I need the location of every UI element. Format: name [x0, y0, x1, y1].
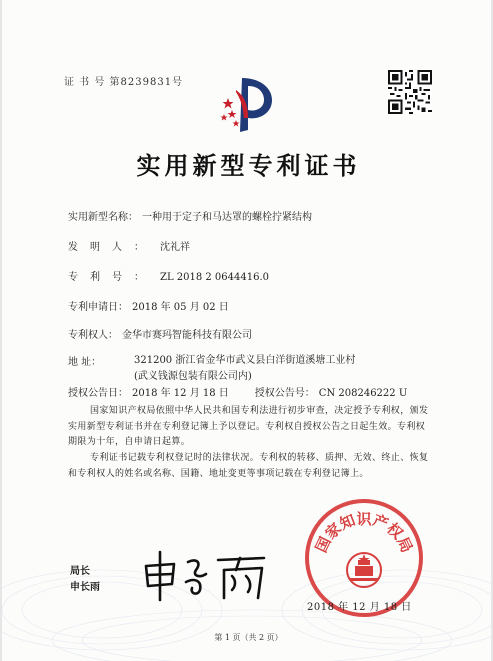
patent-owner-row	[68, 326, 252, 341]
certificate-title: 实用新型专利证书	[136, 151, 361, 180]
svg-text:国家知识产权局	[312, 510, 416, 555]
name-value: 一种用于定子和马达罩的螺栓拧紧结构	[142, 212, 312, 223]
seal-text: 国家知识产权局	[311, 510, 417, 556]
inventor-label: 发明人：	[68, 242, 156, 253]
pub-number-value: CN 208246222 U	[318, 388, 408, 399]
name-label: 实用新型名称：	[68, 212, 138, 223]
pub-number-label: 授权公告号：	[254, 388, 315, 399]
seal-date: 2018 年 12 月 18 日	[307, 602, 412, 613]
inventor-row	[68, 238, 190, 253]
patent-number-label: 专利号：	[68, 272, 156, 283]
page-footer: 第 1 页（共 2 页）	[214, 633, 283, 642]
address-row	[68, 353, 364, 385]
owner-label: 专利权人：	[68, 330, 118, 341]
address-label: 地 址：	[68, 357, 102, 368]
filing-date-value: 2018 年 05 月 02 日	[132, 302, 229, 313]
utility-model-name-row	[68, 208, 312, 223]
address-value: 321200 浙江省金华市武义县白洋街道溪塘工业村(武义钱源包装有限公司内)	[134, 355, 356, 382]
grant-statement-paragraph: 国家知识产权局依照中华人民共和国专利法进行初步审查，决定授予专利权，颁发实用新型专利证书并在专利登记簿上予以登记。专利权自授权公告之日起生效。专利权期限为十年，自申请日起算。	[68, 406, 429, 447]
patent-office-logo	[218, 70, 284, 136]
patent-number-row	[68, 268, 269, 283]
legal-status-paragraph: 专利证书记载专利权登记时的法律状况。专利权的转移、质押、无效、终止、恢复和专利权人的姓名或名称、国籍、地址变更等事项记载在专利登记簿上。	[68, 453, 429, 479]
grant-date-label: 授权公告日：	[68, 388, 128, 399]
owner-value: 金华市赛玛智能科技有限公司	[122, 330, 252, 341]
filing-date-row	[68, 298, 229, 313]
director-signature	[140, 548, 272, 602]
filing-date-label: 专利申请日：	[68, 302, 128, 313]
inventor-value: 沈礼祥	[160, 242, 190, 253]
certificate-number: 证 书 号 第8239831号	[64, 77, 184, 88]
director-title: 局长	[70, 566, 90, 577]
grant-date-value: 2018 年 12 月 18 日	[132, 388, 229, 399]
qr-code	[388, 70, 432, 114]
director-name: 申长雨	[70, 582, 100, 593]
patent-number-value: ZL 2018 2 0644416.0	[160, 272, 270, 283]
grant-row	[68, 384, 407, 399]
